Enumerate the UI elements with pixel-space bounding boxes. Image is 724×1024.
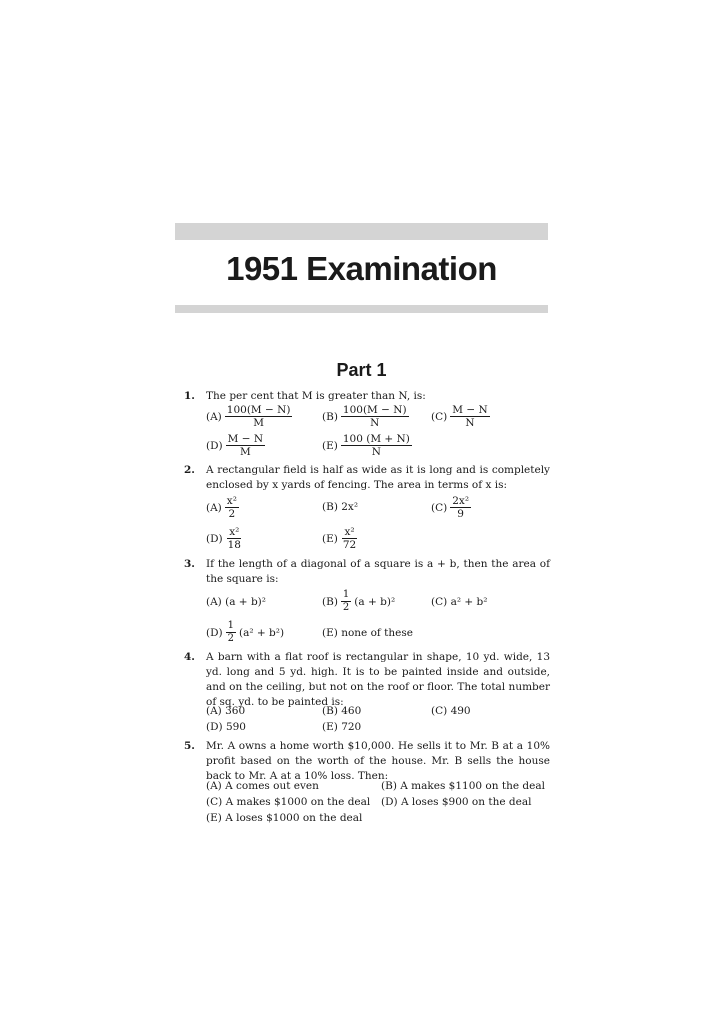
- question-number: 4.: [184, 651, 195, 663]
- denominator: N: [465, 417, 475, 429]
- option-label: (A) (a + b)²: [206, 596, 266, 608]
- numerator: 1: [227, 620, 234, 631]
- page-title: 1951 Examination: [226, 250, 497, 287]
- option-3e: [322, 627, 413, 639]
- question-number: 3.: [184, 558, 195, 570]
- option-4d: (D) 590: [206, 721, 246, 733]
- numerator: x²: [229, 526, 240, 538]
- option-label: (A): [206, 410, 222, 423]
- option-label: (E): [322, 532, 338, 545]
- part-heading: Part 1: [336, 360, 387, 380]
- denominator: 2: [227, 633, 234, 644]
- option-1b: [322, 404, 409, 429]
- option-3a: [206, 596, 266, 608]
- question-2: [184, 463, 550, 493]
- denominator: 18: [227, 539, 241, 551]
- question-3: [184, 557, 550, 587]
- option-tail: (a + b)²: [354, 595, 396, 608]
- option-label: (E): [322, 439, 338, 452]
- option-2a: [206, 495, 239, 520]
- option-2c: [431, 495, 471, 520]
- header-bar-bottom: [175, 305, 548, 313]
- numerator: 100(M − N): [342, 404, 407, 416]
- option-4b: (B) 460: [322, 705, 362, 717]
- question-text: A rectangular field is half as wide as it is long and is completely enclosed by x yards of fencing. The area in terms of x is:: [206, 464, 550, 491]
- denominator: 2: [228, 508, 236, 520]
- question-4: [184, 650, 550, 710]
- option-label: (D): [206, 626, 223, 639]
- option-label: (C): [431, 501, 448, 514]
- option-5e: (E) A loses $1000 on the deal: [206, 812, 363, 824]
- fraction: [450, 495, 471, 520]
- question-text: If the length of a diagonal of a square is a + b, then the area of the square is:: [206, 558, 550, 585]
- denominator: 9: [457, 508, 464, 520]
- header-bar-top: [175, 223, 548, 240]
- option-label: (B) 2x²: [322, 501, 359, 513]
- option-2e: [322, 526, 358, 551]
- numerator: x²: [226, 495, 237, 507]
- option-2b: [322, 501, 358, 513]
- question-number: 1.: [184, 390, 195, 402]
- fraction: [226, 620, 236, 645]
- numerator: x²: [344, 526, 355, 538]
- question-number: 5.: [184, 740, 195, 752]
- numerator: 2x²: [452, 495, 470, 507]
- numerator: M − N: [227, 433, 264, 445]
- denominator: 72: [342, 539, 357, 551]
- fraction: [341, 589, 351, 614]
- question-text: A barn with a flat roof is rectangular in shape, 10 yd. wide, 13 yd. long and 5 yd. high. It is to be painted inside and outside, and on the ceiling, but not on the roof or floor. The total number of sq. yd. to be painted is:: [206, 651, 550, 708]
- denominator: N: [370, 417, 380, 429]
- fraction: [341, 404, 409, 429]
- denominator: M: [253, 417, 264, 429]
- option-5b: (B) A makes $1100 on the deal: [381, 780, 545, 792]
- option-1a: [206, 404, 292, 429]
- question-text: Mr. A owns a home worth $10,000. He sells it to Mr. B at a 10% profit based on the worth of the house. Mr. B sells the house back to Mr. A at a 10% loss. Then:: [206, 740, 550, 782]
- option-2d: [206, 526, 243, 551]
- option-label: (C): [431, 410, 448, 423]
- option-label: (D): [206, 532, 223, 545]
- option-4e: (E) 720: [322, 721, 362, 733]
- option-4a: (A) 360: [206, 705, 246, 717]
- numerator: 100 (M + N): [342, 433, 410, 445]
- option-1d: [206, 433, 265, 458]
- option-tail: (a² + b²): [239, 626, 285, 639]
- denominator: M: [239, 446, 251, 458]
- fraction: [341, 526, 358, 551]
- option-5d: (D) A loses $900 on the deal: [381, 796, 532, 808]
- fraction: [225, 404, 293, 429]
- option-5a: (A) A comes out even: [206, 780, 319, 792]
- option-label: (C) a² + b²: [431, 596, 488, 608]
- fraction: [341, 433, 412, 458]
- option-label: (B): [322, 595, 338, 608]
- question-1: [184, 389, 550, 404]
- option-3b: [322, 589, 395, 614]
- numerator: M − N: [452, 404, 488, 416]
- question-text: The per cent that M is greater than N, is:: [206, 390, 426, 402]
- option-label: (B): [322, 410, 338, 423]
- option-5c: (C) A makes $1000 on the deal: [206, 796, 371, 808]
- numerator: 100(M − N): [226, 404, 291, 416]
- fraction: [226, 526, 243, 551]
- fraction: [225, 495, 239, 520]
- option-1e: [322, 433, 412, 458]
- option-label: (D): [206, 439, 223, 452]
- option-4c: (C) 490: [431, 705, 471, 717]
- denominator: 2: [342, 602, 350, 613]
- option-3d: [206, 620, 284, 645]
- denominator: N: [371, 446, 381, 458]
- option-label: (E) none of these: [322, 627, 413, 639]
- fraction: [450, 404, 489, 429]
- option-label: (A): [206, 501, 222, 514]
- question-number: 2.: [184, 464, 195, 476]
- option-1c: [431, 404, 490, 429]
- numerator: 1: [342, 589, 350, 600]
- option-3c: [431, 596, 487, 608]
- question-5: [184, 739, 550, 784]
- fraction: [226, 433, 265, 458]
